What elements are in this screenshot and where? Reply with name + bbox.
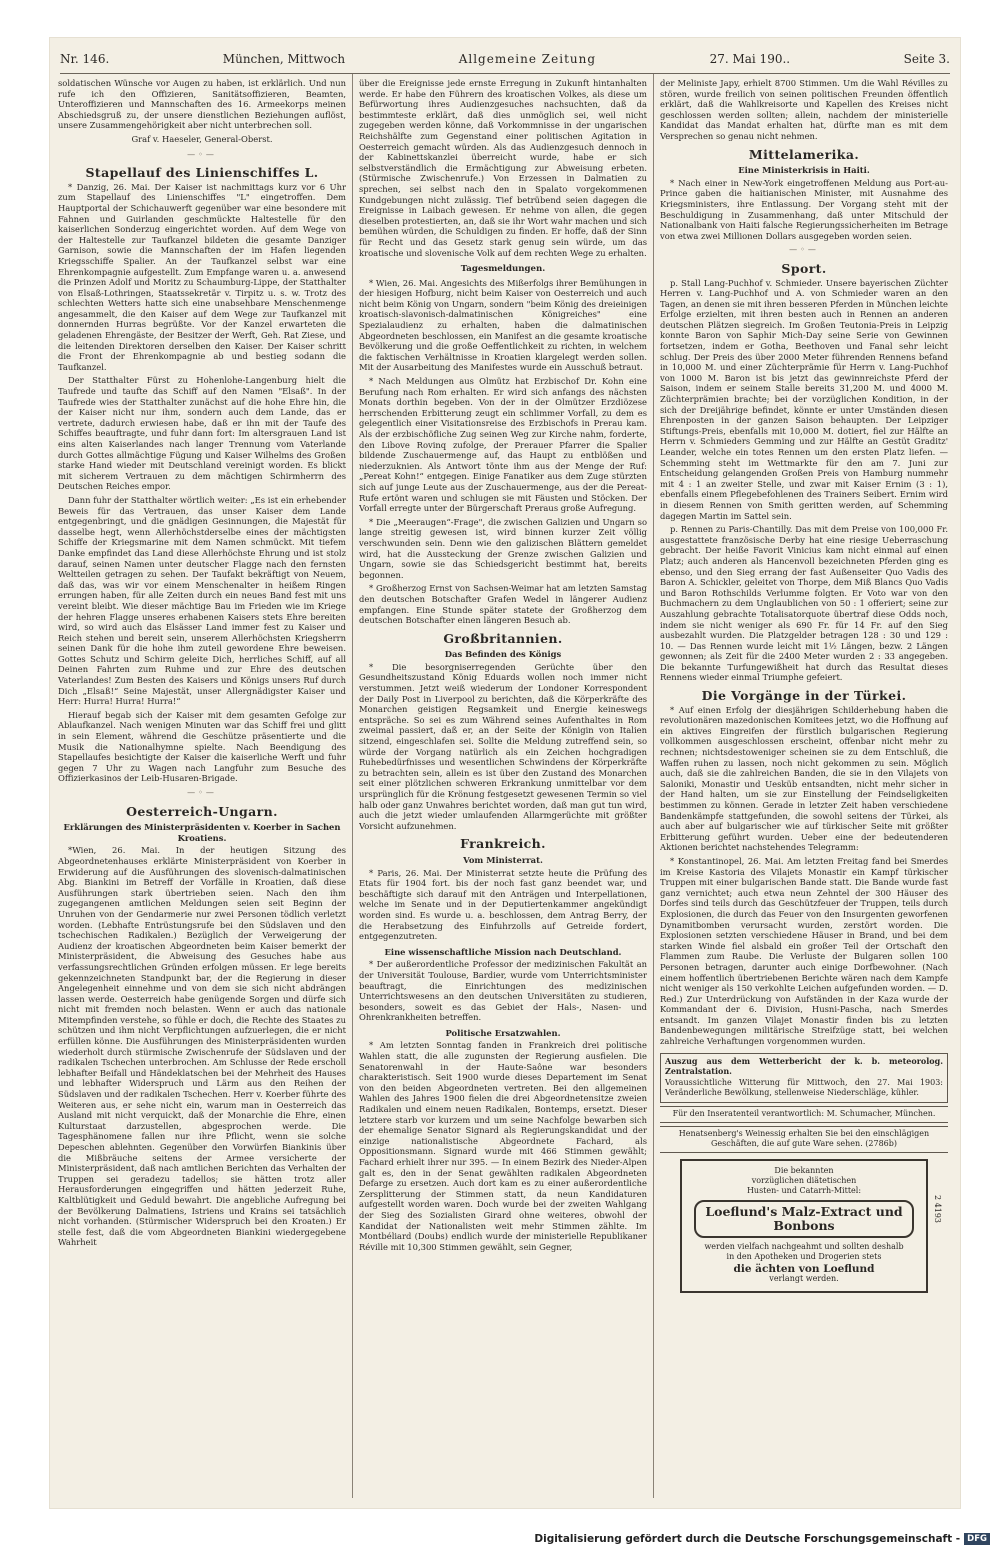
ad-line: in den Apotheken und Drogerien stets bbox=[726, 1251, 882, 1261]
ad-line: vorzüglichen diätetischen bbox=[751, 1175, 857, 1185]
paragraph: * Nach Meldungen aus Olmütz hat Erzbischof Dr. Kohn eine Berufung nach Rom erhalten. Er wird sich anfangs des nächsten Monats dorthin begeben. Von der in der Olmützer Erzdiözese herrschenden Erbitterung zeugt ein schlimmer Vorfall, zu dem es gelegentlich einer Visitationsreise des Erzbischofs in Prerau kam. Als der erzbischöfliche Zug seinen Weg zur Kirche nahm, forderte, den Libove Rovinq zufolge, der Prerauer Pfarrer die Spalier bildende Zuschauermenge auf, das Haupt zu entblößen und niederzuknien. Als Antwort tönte ihm aus der Menge der Ruf: „Pereat Kohn!“ entgegen. Einige Fanatiker aus dem Zuge stürzten sich auf junge Leute aus der Zuschauermenge, aus der die Pereat-Rufe ertönt waren und schlugen sie mit Fäusten und Stöcken. Der Vorfall erregte unter der Bürgerschaft Preraus große Aufregung. bbox=[359, 376, 647, 514]
small-ad: Henatsenberg's Weinessig erhalten Sie bei den einschlägigen Geschäften, die auf gute Ware sehen. (2786b) bbox=[660, 1126, 948, 1153]
headline-frankreich: Frankreich. bbox=[460, 836, 546, 852]
paragraph: * Nach einer in New-York eingetroffenen Meldung aus Port-au-Prince gaben die haitianischen Minister, mit Ausnahme des Kriegsministers, ihre Entlassung. Der Vorgang steht mit der Beschuldigung in Zusammenhang, daß unter Mitschuld der Nationalbank von Haiti falsche Regierungssicherheiten im Betrage von etwa zwei Millionen Dollars ausgegeben worden seien. bbox=[660, 177, 948, 241]
signature: Graf v. Haeseler, General-Oberst. bbox=[131, 133, 273, 144]
paragraph: über die Ereignisse jede ernste Erregung in Zukunft hintanhalten werde. Er habe den Führern des kroatischen Volkes, als diese um Befürwortung ihres Audienzgesuches nachsuchten, daß da bestimmteste erklärt, daß dies unmöglich sei, weil nicht zugegeben werden könne, daß Vorkommnisse in der ungarischen Reichshälfte zum Gegenstand einer politischen Agitation in Oesterreich gemacht würden. Als das Audienzgesuch dennoch in der Kabinettskanzlei überreicht wurde, habe er sich selbstverständlich die Ermächtigung zur Abweisung erbeten. (Stürmische Zwischenrufe.) Von Erzessen in Dalmatien zu sprechen, sei selbst nach den in Spalato vorgekommenen Kundgebungen nicht zulässig. Tief betrübend seien dagegen die Ereignisse in Laibach gewesen. Er nehme von allen, die gegen dieselben protestierten, an, daß sie ihr Wort wahr machen und sich bemühen würden, die Schuldigen zu finden. Er hoffe, daß der Sinn für Recht und das Gesetz stark genug sein würde, um das kroatische und slovenische Volk auf dem rechten Wege zu erhalten. bbox=[359, 78, 647, 258]
ad-line: verlangt werden. bbox=[769, 1273, 839, 1283]
paragraph: der Meliniste Japy, erhielt 8700 Stimmen. Um die Wahl Révilles zu stören, wurde freilich von seinen politischen Freunden öffentlich erklärt, daß die Wahlkreisorte und Kapellen des Kreises nicht geschlossen werden sollten; allein, nachdem der ministerielle Kandidat das Mandat erhalten hat, dürfte man es mit dem Versprechen so genau nicht nehmen. bbox=[660, 78, 948, 141]
dfg-logo: DFG bbox=[964, 1533, 990, 1545]
headline-stapellauf: Stapellauf des Linienschiffes L. bbox=[85, 165, 319, 181]
paragraph: * Konstantinopel, 26. Mai. Am letzten Freitag fand bei Smerdes im Kreise Kastoria des Vilajets Monastir ein Kampf türkischer Truppen mit einer bulgarischen Bande statt. Die Bande wurde fast ganz vernichtet; auch etwa neun Zehntel der 300 Häuser des Dorfes sind teils durch das Geschützfeuer der Truppen, teils durch Explosionen, die durch das Feuer von den Insurgenten geworfenen Dynamitbomben verursacht wurden, zerstört worden. Die Explosionen setzten verschiedene Häuser in Brand, und bei dem starken Winde fiel alsbald ein großer Teil der Ortschaft den Flammen zum Raube. Die Verluste der Bulgaren sollen 100 Personen betragen, darunter auch einige Dorfbewohner. (Nach einem hoffentlich übertriebenen Berichte wären nach dem Kampfe nicht weniger als 150 verkohlte Leichen aufgefunden worden. — D. Red.) Zur Unterdrückung von Aufständen in der Kaza wurde der Kommandant der 6. Division, Husni-Pascha, nach Smerdes entsandt. Im ganzen Vilajet Monastir finden bis zu letzten Bandenbewegungen militärische Streifzüge statt, bei welchen zahlreiche Verhaftungen vorgenommen wurden. bbox=[660, 855, 948, 1047]
headline-tuerkei: Die Vorgänge in der Türkei. bbox=[701, 688, 907, 704]
subheadline: Erklärungen des Ministerpräsidenten v. Koerber in Sachen Kroatiens. bbox=[63, 822, 341, 843]
column-1 bbox=[58, 78, 346, 1498]
paragraph: * Der außerordentliche Professor der medizinischen Fakultät an der Universität Toulouse, Bardier, wurde vom Unterrichtsminister beauftragt, die Einrichtungen des medizinischen Unterrichtswesens an den deutschen Universitäten zu studieren, besonders, soweit es das Gebiet der Hals-, Nasen- und Ohrenkrankheiten betreffen. bbox=[359, 959, 647, 1023]
column-2 bbox=[359, 78, 647, 1498]
issue-date: 27. Mai 190.. bbox=[709, 52, 791, 66]
paragraph: * Die „Meeraugen“-Frage", die zwischen Galizien und Ungarn so lange streitig gewesen ist, wird binnen kurzer Zeit völlig verschwunden sein. Denn wie den galizischen Blättern gemeldet wird, hat die Aussteckung der Grenze zwischen Galizien und Ungarn, sowie sie das Schiedsgericht bestimmt hat, bereits begonnen. bbox=[359, 516, 647, 580]
headline-sport: Sport. bbox=[781, 260, 827, 276]
paragraph: Dann fuhr der Statthalter wörtlich weiter: „Es ist ein erhebender Beweis für das Vertrauen, das unser Kaiser dem Lande entgegenbringt, und die gnädigen Gesinnungen, die Majestät für dasselbe hegt, wenn Allerhöchstderselbe eines der mächtigsten Schiffe der Kriegsmarine mit dem Namen schmückt. Mit tiefem Danke empfindet das Land diese Allerhöchste Ehrung und ist stolz darauf, seinen Namen unter deutscher Flagge nach den fernsten Weltteilen getragen zu sehen. Der Taufakt bekräftigt von Neuem, daß das, was wir vor einem Menschenalter in heißem Ringen errungen haben, für alle Zeiten durch ein neues Band fest mit uns vereint bleibt. Wie dieser mächtige Bau im Frieden wie im Kriege der hehren Flagge unseres erhabenen Kaisers stets Ehre bereiten wird, so wird auch das Elsässer Land immer fest zu Kaiser und Reich stehen und bereit sein, unserem Allerhöchsten Kriegsherrn seinen Dank für die hohe ihm zuteil gewordene Ehre beweisen. Gottes Schutz und Schirm geleite Dich, herrliches Schiff, auf all Deinen Fahrten zum Ruhme und zur Ehre des deutschen Vaterlandes! Zum Besten des Kaisers und Königs unsers Ruf durch Dich „Elsaß!“ Seine Majestät, unser Allergnädigster Kaiser und Herr: Hurra! Hurra! Hurra!“ bbox=[58, 494, 346, 707]
advertisement-box bbox=[680, 1159, 942, 1293]
paragraph: Hierauf begab sich der Kaiser mit dem gesamten Gefolge zur Ablaufkanzel. Nach wenigen Minuten war das Schiff frei und glitt in sein Element, während die Geschütze präsentierte und die Musik die Nationalhymne spielte. Nach Beendigung des Stapellaufes besichtigte der Kaiser die kaiserliche Werft und fuhr gegen 7 Uhr zu Wagen nach Langfuhr zum Besuche des Offizierkasinos der Leib-Husaren-Brigade. bbox=[58, 709, 346, 784]
paragraph: p. Stall Lang-Puchhof v. Schmieder. Unsere bayerischen Züchter Herren v. Lang-Puchhof und A. von Schmieder waren an den Tagen, an denen sie mit ihren besseren Pferden in München leichte Erfolge erzielten, mit ihren besten auch in Rennen an anderen deutschen Plätzen siegreich. Im Großen Teutonia-Preis in Leipzig konnte Baron von Saphir Mich-Day seine Serie von Gewinnen fortsetzen, indem er Gotha, Beethoven und Fanal sehr leicht schlug. Der Preis des über 2000 Meter führenden Rennens befand in 10,000 M. und einer Züchterprämie für Herrn v. Lang-Puchhof von 1000 M. Baron ist bis jetzt das gewinnreichste Pferd der Saison, indem er seinem Stalle bereits 31,200 M. und 4000 M. Züchterprämien brachte; bei der vorzüglichen Kondition, in der sich der Dreijährige befindet, könnte er unter Umständen diesen Ehrenposten in der ganzen Saison behaupten. Der Leipziger Stiftungs-Preis, ebenfalls mit 10,000 M. dotiert, fiel zur Hälfte an Herrn v. Schmieders Gemming und zur Hälfte an Gestüt Graditz' Leander, welche ein totes Rennen um den ersten Platz liefen. — Schemming steht im Wettmarkte für den am 7. Juni zur Entscheidung gelangenden Großen Preis von Hamburg nummehr mit 4 : 1 an zweiter Stelle, und zwar mit Kaiser Ernim (3 : 1), ebenfalls einem Pflegebefohlenen des Trainers Seibert. Ernim wird in diesem Rennen von Smith geritten werden, auf Schemming dagegen Martin im Sattel sein. bbox=[660, 277, 948, 521]
ad-authentic-claim: die ächten von Loeflund bbox=[733, 1262, 875, 1275]
ad-line: Husten- und Catarrh-Mittel: bbox=[746, 1185, 862, 1195]
weather-title: Auszug aus dem Wetterbericht der k. b. meteorolog. Zentralstation. bbox=[665, 1055, 943, 1077]
separator: —◦— bbox=[187, 149, 217, 159]
headline-mittelamerika: Mittelamerika. bbox=[748, 146, 860, 162]
editor-note: Für den Inseratenteil verantwortlich: M. Schumacher, München. bbox=[660, 1106, 948, 1123]
paragraph: * Paris, 26. Mai. Der Ministerrat setzte heute die Prüfung des Etats für 1904 fort. bis der noch fast ganz beendet war, und beschäftigte sich darauf mit den Anträgen und Interpellationen, welche im Senate und in der Deputiertenkammer angekündigt worden sind. Es wurde u. a. beschlossen, dem Antrag Berry, der die Herabsetzung des Einfuhrzolls auf Getreide fordert, entgegenzutreten. bbox=[359, 867, 647, 942]
ad-side-code: 2 4193 bbox=[933, 1194, 942, 1223]
paragraph: p. Rennen zu Paris-Chantilly. Das mit dem Preise von 100,000 Fr. ausgestattete französische Derby hat eine riesige Ueberraschung gebracht. Der heiße Favorit Vinicius kam nicht einmal auf einen Platz; auch anderen als Hancenvoll bezeichneten Pferden ging es ebenso, und den Sieg errang der fast Außenseiter Quo Vadis des Baron A. Schickler, geleitet von Thorpe, dem Miß Blancs Quo Vadis und Baron Rothschilds Verlumme folgten. Er Voto war von den Buchmachern zu dem Unglaublichen von 50 : 1 offeriert; seine zur Auszahlung gebrachte Totalisatorquote übertraf diese Odds noch, indem sie nicht weniger als 690 Fr. für 14 Fr. auf den Sieg ausbezahlt wurden. Die Platzgelder betragen 128 : 30 und 129 : 10. — Das Rennen wurde leicht mit 1½ Längen, bezw. 2 Längen gewonnen; als Zeit für die 2400 Meter wurden 2 : 33 angegeben. Die bekannte Turfungewißheit hat durch das Resultat dieses Rennens wieder einmal Triumphe gefeiert. bbox=[660, 524, 948, 683]
paragraph: * Die besorgniserregenden Gerüchte über den Gesundheitszustand König Eduards wollen noch immer nicht verstummen. Jetzt weiß wiederum der Londoner Korrespondent der Daily Post in Liverpool zu berichten, daß die Körperkräfte des Monarchen geistigen Regsamkeit und Energie keineswegs entspräche. So sei es zum Während seines Aufenthaltes in Rom zweimal passiert, daß er, an der Seite der Königin von Italien sitzend, eingeschlafen sei. Sollte die Meldung zutreffend sein, so würde der Vorgang natürlich als ein Zeichen hochgradigen Ruhebedürfnisses und wesentlichen Schwindens der Körperkräfte zu betrachten sein, allein es ist über den Zustand des Monarchen seit einer plötzlichen schweren Erkrankung unmittelbar vor dem ursprünglich für die Krönung festgesetzt gewesenen Termin so viel halb oder ganz Unwahres berichtet worden, daß man gut tun wird, auch die jetzt wieder umlaufenden Allarmgerüchte mit größter Vorsicht aufzunehmen. bbox=[359, 661, 647, 831]
newspaper-title: Allgemeine Zeitung bbox=[458, 52, 597, 66]
paragraph: *Wien, 26. Mai. In der heutigen Sitzung des Abgeordnetenhauses erklärte Ministerpräsident von Koerber in Erwiderung auf die Ausführungen des slovenisch-dalmatinischen Abg. Biankini im Betreff der Vorfälle in Kroatien, daß diese Ausführungen stark übertrieben seien. Nach den ihm zugegangenen amtlichen Meldungen seien seit Beginn der Unruhen von der Gendarmerie nur zwei Personen tödlich verletzt worden. (Lebhafte Entrüstungsrufe bei den Südslaven und den tschechischen Radikalen.) Bezüglich der Verweigerung der Audienz der kroatischen Abgeordneten beim Kaiser bemerkt der Ministerpräsident, die Abweisung des Gesuches habe aus verfassungsrechtlichen Gründen erfolgen müssen. Er lege bereits gekennzeichneten Standpunkt bar, der die Regierung in dieser Angelegenheit einnehme und von dem sie sich nicht abdrängen lassen werde. Oesterreich habe genügende Sorgen und dürfe sich nicht mit fremden noch belasten. Wenn er auch das nationale Mitempfinden verstehe, so fühle er doch, die Rechte des Staates zu schützen und ihm nicht Verpflichtungen aufzuerlegen, die er nicht erfüllen könne. Die Ausführungen des Ministerpräsidenten wurden wiederholt durch stürmische Zwischenrufe der Südslaven und der radikalen Tschechen unterbrochen. Am Schlusse der Rede erscholl lebhafter Beifall und Händeklatschen bei der Mehrheit des Hauses und lebhafter Widerspruch und Lärm aus den Reihen der Südslaven und der radikalen Tschechen. Herr v. Koerber führte des Weiteren aus, er sehe nicht ein, warum man in Oesterreich das Ausland mit nicht verquickt, daß der Monarchie die Ehre, einen Kulturstaat darzustellen, abgesprochen werde. Die Tagesphänomene fallen nur ihre Pflicht, wenn sie solche Depeschen ablehnten. Gegenüber den Vorwürfen Biankinis über die Mißbräuche seitens der Armee versicherte der Ministerpräsident, daß nach amtlichen Berichten das Verhalten der Truppen sei geradezu tadellos; sie hätten trotz aller Herausforderungen eingegriffen und hätten jederzeit Ruhe, Kaltblütigkeit und Geduld bewahrt. Die angebliche Aufregung bei der Bevölkerung Dalmatiens, Istriens und Krains sei tatsächlich nicht vorhanden. (Stürmischer Widerspruch bei den Kroaten.) Er stelle fest, daß die vom Abgeordneten Biankini wiedergegebene Wahrheit bbox=[58, 845, 346, 1248]
headline-oesterreich: Oesterreich-Ungarn. bbox=[126, 803, 278, 819]
ad-line: Die bekannten bbox=[774, 1165, 834, 1175]
subheadline: Eine Ministerkrisis in Haiti. bbox=[738, 165, 870, 176]
issue-number: Nr. 146. bbox=[60, 52, 110, 66]
newspaper-page bbox=[50, 38, 960, 1508]
credit-text: Digitalisierung gefördert durch die Deutsche Forschungsgemeinschaft - bbox=[534, 1533, 961, 1545]
separator: —◦— bbox=[789, 245, 819, 255]
headline-grossbritannien: Großbritannien. bbox=[443, 630, 563, 646]
subheadline: Politische Ersatzwahlen. bbox=[445, 1027, 561, 1038]
page-header bbox=[60, 48, 950, 74]
paragraph: soldatischen Wünsche vor Augen zu haben, ist erklärlich. Und nun rufe ich den Offizieren, Sanitätsoffizieren, Beamten, Unteroffizieren und Mannschaften des 16. Armeekorps meinen Abschiedsgruß zu, der unsere dienstlichen Beziehungen auflöst, unsere Zusammengehörigkeit aber nicht unterbrechen soll. bbox=[58, 78, 346, 131]
paragraph: * Am letzten Sonntag fanden in Frankreich drei politische Wahlen statt, die alle zugunsten der Regierung ausfielen. Die Senatorenwahl in der Haute-Saône war besonders charakteristisch. Seit 1900 wurde dieses Departement im Senat von den beiden Abgeordneten vertreten. Bei den allgemeinen Wahlen des Jahres 1900 fielen die drei Abgeordnetensitze zweien Radikalen und einem neuen Radikalen, Bontemps, ersetzt. Dieser letztere starb vor kurzem und um seine Nachfolge bewarben sich der ehemalige Senator Signard als Regierungskandidat und der einzige nationalistische Abgeordnete Fachard, als Oppositionsmann. Signard wurde mit 466 Stimmen gewählt; Fachard erhielt ihrer nur 395. — In einem Bezirk des Nieder-Alpen galt es, den in der Senat gewählten radikalen Abgeordneten Defarge zu ersetzen. Auch dort kam es zu einer außerordentliche Zersplitterung der Stimmen statt, da neun Kandidaturen aufgestellt worden waren. Doch wurde bei der zweiten Wahlgang der Sieg des Sozialisten Girard ohne weiteres, obwohl der Kandidat der Nationalisten weit mehr Stimmen zählte. Im Montbéliard (Doubs) endlich wurde der ministerielle Republikaner Réville mit 10,300 Stimmen gewählt, sein Gegner, bbox=[359, 1040, 647, 1252]
subheadline: Vom Ministerrat. bbox=[463, 854, 543, 865]
city-day: München, Mittwoch bbox=[222, 52, 346, 66]
section-heading: Tagesmeldungen. bbox=[460, 264, 546, 275]
paragraph: * Auf einen Erfolg der diesjährigen Schilderhebung haben die revolutionären mazedonischen Komitees jetzt, wo die Hoffnung auf ein aktives Eingreifen der fürstlich bulgarischen Regierung vollkommen ausgeschlossen erscheint, offenbar nicht mehr zu rechnen; nichtsdestoweniger scheinen sie zu dem Entschluß, die Waffen ruhen zu lassen, noch nicht gekommen zu sein. Möglich auch, daß sie die zahlreichen Banden, die sie in den Vilajets von Saloniki, Monastir und Uesküb entsandten, nicht mehr sicher in der Hand halten, um sie zur Einstellung der Feindseligkeiten bestimmen zu können. Gerade in letzter Zeit haben verschiedene Bandenkämpfe stattgefunden, die sowohl seitens der Türkei, als auch aber auf bulgarischer wie auf türkischer Seite mit größter Erbitterung geführt wurden. Ueber eine der bedeutenderen Aktionen berichtet nachstehendes Telegramm: bbox=[660, 704, 948, 853]
paragraph: * Wien, 26. Mai. Angesichts des Mißerfolgs ihrer Bemühungen in der hiesigen Hofburg, nicht beim Kaiser von Oesterreich und auch nicht beim König von Ungarn, sondern "beim König des dreieinigen kroatisch-slavonisch-dalmatinischen Königreiches" eine Spezialaudienz zu erhalten, haben die dalmatinischen Abgeordneten beschlossen, ein Manifest an die gesamte kroatische Bevölkerung und die große Oeffentlichkeit zu richten, in welchem die faktischen Verhältnisse in Kroatien klargelegt werden sollen. Mit der Ausarbeitung des Manifestes wurde ein Ausschuß betraut. bbox=[359, 277, 647, 373]
column-divider bbox=[352, 74, 353, 1498]
digitization-credit bbox=[534, 1532, 990, 1546]
paragraph: * Großherzog Ernst von Sachsen-Weimar hat am letzten Samstag den deutschen Botschafter Grafen Wedel in längerer Audienz empfangen. Eine Stunde später statete der Großherzog dem deutschen Botschafter einen längeren Besuch ab. bbox=[359, 583, 647, 626]
paragraph: Der Statthalter Fürst zu Hohenlohe-Langenburg hielt die Taufrede und taufte das Schiff auf den Namen "Elsaß". In der Taufrede wies der Statthalter zunächst auf die hohe Ehre hin, die der Kaiser nicht nur ihm, sondern auch dem Lande, das er vertrete, dadurch erwiesen habe, daß er ihn mit der Taufe des Schiffes beauftragte, und fuhr dann fort: Im altersgrauen Land ist eins alten Kaiserlandes nach langer Trennung vom Vaterlande durch Gottes allmächtige Fügung und Kaiser Wilhelms des Großen starke Hand wieder mit Deutschland vereinigt worden. Es blickt mit sicherem Vertrauen zu dem mächtigen Schirmherrn des Deutschen Reiches empor. bbox=[58, 375, 346, 492]
separator: —◦— bbox=[187, 788, 217, 797]
subheadline: Eine wissenschaftliche Mission nach Deutschland. bbox=[384, 946, 622, 957]
column-divider bbox=[653, 74, 654, 1498]
page-number: Seite 3. bbox=[903, 52, 950, 66]
ad-line: werden vielfach nachgeahmt und sollten deshalb bbox=[704, 1241, 904, 1251]
ad-brand: Loeflund's Malz-Extract und Bonbons bbox=[694, 1200, 914, 1238]
weather-report-box bbox=[660, 1053, 948, 1103]
weather-text: Voraussichtliche Witterung für Mittwoch, den 27. Mai 1903: Veränderliche Bewölkung, stellenweise Niederschläge, kühler. bbox=[665, 1077, 943, 1098]
subheadline: Das Befinden des Königs bbox=[444, 649, 562, 660]
paragraph: * Danzig, 26. Mai. Der Kaiser ist nachmittags kurz vor 6 Uhr zum Stapellauf des Linienschiffes "L" eingetroffen. Dem Hauptportal der Schichauwerft gegenüber war eine besondere mit Fahnen und Guirlanden geschmückte Haltestelle für den kaiserlichen Sonderzug eingerichtet worden. Auf dem Wege von der Haltestelle zur Taufkanzel bildeten die gesamte Danziger Garnison, sowie die Mannschaften der im Hafen liegenden Kriegsschiffe Spalier. An der Taufkanzel selbst war eine Ehrenkompagnie aufgestellt. Zum Empfange waren u. a. anwesend die Prinzen Adolf und Moritz zu Schaumburg-Lippe, der Statthalter von Elsaß-Lothringen, Staatssekretär v. Tirpitz u. s. w. Trotz des schlechten Wetters hatte sich eine unabsehbare Menschenmenge angesammelt, die den Kaiser auf dem Wege zur Taufkanzel mit donnernden Hurras begrüßte. Vor der Kanzel erwarteten die geladenen Ehrengäste, der Besitzer der Werft, Geh. Rat Ziese, und die leitenden Direktoren derselben den Kaiser. Der Kaiser schritt die Front der Ehrenkompagnie ab und bestieg sodann die Taufkanzel. bbox=[58, 181, 346, 372]
column-3 bbox=[660, 78, 948, 1498]
